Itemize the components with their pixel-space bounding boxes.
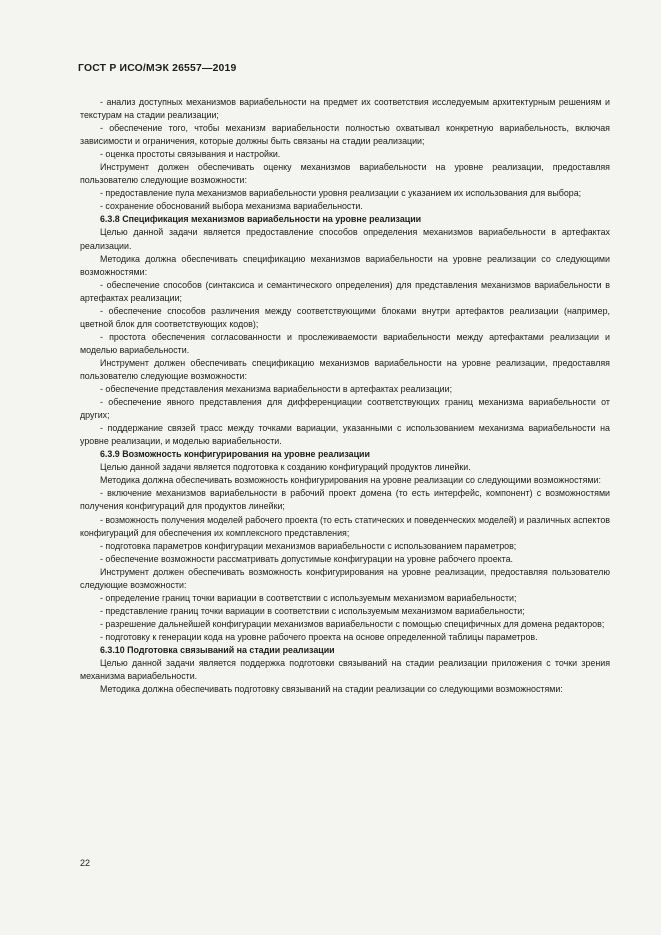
paragraph: - сохранение обоснований выбора механизма вариабельности. bbox=[100, 201, 363, 212]
paragraph: Методика должна обеспечивать возможность конфигурирования на уровне реализации со следующими возможностями: bbox=[100, 475, 601, 486]
paragraph: Целью данной задачи является поддержка подготовки связываний на стадии реализации приложения с точки зрения механизма вариабельности. bbox=[80, 658, 610, 682]
section-heading: 6.3.8 Спецификация механизмов вариабельности на уровне реализации bbox=[100, 214, 422, 225]
paragraph: Методика должна обеспечивать спецификацию механизмов вариабельности на уровне реализации со следующими возможностями: bbox=[80, 253, 610, 277]
paragraph: - обеспечение явного представления для дифференциации соответствующих границ механизма вариабельности от других; bbox=[80, 397, 610, 421]
paragraph: - оценка простоты связывания и настройки. bbox=[100, 149, 281, 160]
paragraph: - обеспечение того, чтобы механизм вариабельности полностью охватывал конкретную вариабельность, включая зависимости и ограничения, которые должны быть связаны на стадии реализации; bbox=[80, 123, 610, 147]
paragraph: Инструмент должен обеспечивать спецификацию механизмов вариабельности на уровне реализации, предоставляя пользователю следующие возможности: bbox=[80, 357, 610, 381]
paragraph: - обеспечение представления механизма вариабельности в артефактах реализации; bbox=[100, 384, 453, 395]
paragraph: - возможность получения моделей рабочего проекта (то есть статических и поведенческих моделей) и различных аспектов конфигураций для обеспечения их комплексного представления; bbox=[80, 514, 610, 538]
document-body bbox=[80, 96, 610, 696]
paragraph: - простота обеспечения согласованности и прослеживаемости вариабельности между артефактами реализации и моделью вариабельности. bbox=[80, 331, 610, 355]
paragraph: Целью данной задачи является предоставление способов определения механизмов вариабельности в артефактах реализации. bbox=[80, 227, 610, 251]
paragraph: - подготовка параметров конфигурации механизмов вариабельности с использованием параметров; bbox=[100, 540, 517, 551]
paragraph: - подготовку к генерации кода на уровне рабочего проекта на основе определенной таблицы параметров. bbox=[100, 631, 538, 642]
page-number: 22 bbox=[80, 858, 91, 868]
paragraph: - анализ доступных механизмов вариабельности на предмет их соответствия исследуемым архитектурным решениям и текстурам на стадии реализации; bbox=[80, 97, 610, 121]
paragraph: - обеспечение возможности рассматривать допустимые конфигурации на уровне рабочего проекта. bbox=[100, 553, 513, 564]
document-header: ГОСТ Р ИСО/МЭК 26557—2019 bbox=[78, 63, 237, 74]
paragraph: Целью данной задачи является подготовка к созданию конфигураций продуктов линейки. bbox=[100, 462, 471, 473]
paragraph: - представление границ точки вариации в соответствии с используемым механизмом вариабельности; bbox=[100, 605, 525, 616]
paragraph: - разрешение дальнейшей конфигурации механизмов вариабельности с помощью специфичных для домена редакторов; bbox=[100, 618, 605, 629]
paragraph: Инструмент должен обеспечивать возможность конфигурирования на уровне реализации, предоставляя пользователю следующие возможности: bbox=[80, 566, 610, 590]
paragraph: - обеспечение способов различения между соответствующими блоками внутри артефактов реализации (например, цветной блок для соответствующих кодов); bbox=[80, 305, 610, 329]
paragraph: Инструмент должен обеспечивать оценку механизмов вариабельности на уровне реализации, предоставляя пользователю следующие возможности: bbox=[80, 162, 610, 186]
paragraph: - определение границ точки вариации в соответствии с используемым механизмом вариабельности; bbox=[100, 592, 517, 603]
paragraph: - поддержание связей трасс между точками вариации, указанными с использованием механизма вариабельности на уровне реализации, и моделью вариабельности. bbox=[80, 423, 610, 447]
section-heading: 6.3.10 Подготовка связываний на стадии реализации bbox=[100, 644, 335, 655]
paragraph: - предоставление пула механизмов вариабельности уровня реализации с указанием их использования для выбора; bbox=[100, 188, 582, 199]
paragraph: - включение механизмов вариабельности в рабочий проект домена (то есть интерфейс, компонент) с возможностями получения конфигураций для продуктов линейки; bbox=[80, 488, 610, 512]
paragraph: Методика должна обеспечивать подготовку связываний на стадии реализации со следующими возможностями: bbox=[100, 684, 563, 695]
section-heading: 6.3.9 Возможность конфигурирования на уровне реализации bbox=[100, 449, 370, 460]
paragraph: - обеспечение способов (синтаксиса и семантического определения) для представления механизмов вариабельности в артефактах реализации; bbox=[80, 279, 610, 303]
